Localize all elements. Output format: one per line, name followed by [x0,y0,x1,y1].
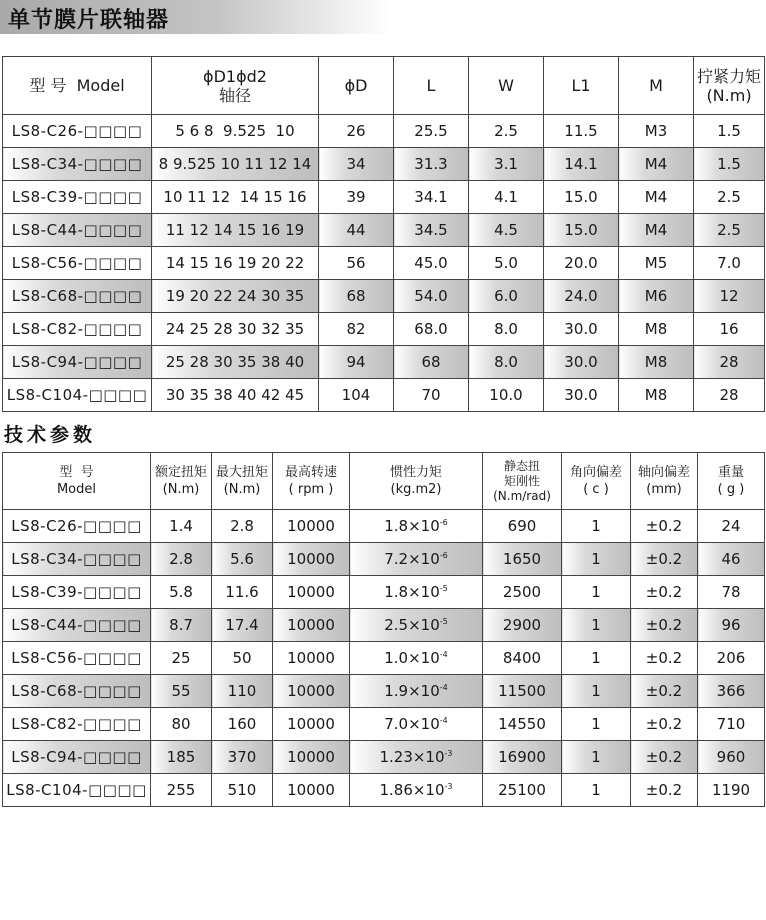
axial-misalignment-cell: ±0.2 [631,609,698,642]
model-cell: LS8-C39-□□□□ [3,576,151,609]
length-cell: 34.1 [394,181,469,214]
header-weight: 重量 ( g ) [698,453,765,510]
table-row [3,543,765,576]
inertia-mantissa: 1.23×10 [379,748,445,766]
model-cell: LS8-C39-□□□□ [3,181,152,214]
width-cell: 3.1 [469,148,544,181]
weight-cell: 78 [698,576,765,609]
model-cell: LS8-C82-□□□□ [3,708,151,741]
static-stiffness-cell: 690 [483,510,562,543]
max-torque-cell: 50 [212,642,273,675]
axial-misalignment-cell: ±0.2 [631,774,698,807]
table-row [3,774,765,807]
header-max-speed: 最高转速 ( rpm ) [273,453,350,510]
tightening-torque-cell: 7.0 [694,247,765,280]
model-cell: LS8-C82-□□□□ [3,313,152,346]
l1-cell: 30.0 [544,313,619,346]
rated-torque-cell: 80 [151,708,212,741]
inertia-cell [350,741,483,774]
axial-misalignment-cell: ±0.2 [631,576,698,609]
l1-cell: 15.0 [544,181,619,214]
axial-misalignment-cell: ±0.2 [631,543,698,576]
length-cell: 45.0 [394,247,469,280]
angular-misalignment-cell: 1 [562,675,631,708]
max-speed-cell: 10000 [273,642,350,675]
bore-cell: 30 35 38 40 42 45 [152,379,319,412]
inertia-mantissa: 7.0×10 [384,715,440,733]
screw-cell: M4 [619,148,694,181]
rated-torque-cell: 1.4 [151,510,212,543]
outer-diameter-cell: 104 [319,379,394,412]
l1-cell: 30.0 [544,346,619,379]
max-speed-cell: 10000 [273,708,350,741]
weight-cell: 46 [698,543,765,576]
angular-misalignment-cell: 1 [562,543,631,576]
length-cell: 34.5 [394,214,469,247]
angular-misalignment-cell: 1 [562,708,631,741]
width-cell: 8.0 [469,346,544,379]
table-row [3,741,765,774]
l1-cell: 14.1 [544,148,619,181]
header-angular-misalignment: 角向偏差 ( c ) [562,453,631,510]
max-speed-cell: 10000 [273,510,350,543]
inertia-exponent: -4 [439,683,448,692]
rated-torque-cell: 55 [151,675,212,708]
inertia-mantissa: 1.9×10 [384,682,440,700]
max-torque-cell: 160 [212,708,273,741]
width-cell: 5.0 [469,247,544,280]
max-torque-cell: 2.8 [212,510,273,543]
inertia-cell [350,543,483,576]
model-cell: LS8-C56-□□□□ [3,642,151,675]
header-inertia: 惯性力矩 (kg.m2) [350,453,483,510]
model-cell: LS8-C34-□□□□ [3,148,152,181]
table-row [3,148,765,181]
model-cell: LS8-C26-□□□□ [3,510,151,543]
table-row [3,510,765,543]
static-stiffness-cell: 2500 [483,576,562,609]
header-max-torque: 最大扭矩 (N.m) [212,453,273,510]
inertia-exponent: -4 [439,650,448,659]
bore-cell: 11 12 14 15 16 19 [152,214,319,247]
inertia-mantissa: 1.86×10 [379,781,445,799]
width-cell: 2.5 [469,115,544,148]
screw-cell: M8 [619,313,694,346]
bore-cell: 8 9.525 10 11 12 14 [152,148,319,181]
length-cell: 31.3 [394,148,469,181]
table-row [3,576,765,609]
rated-torque-cell: 255 [151,774,212,807]
max-speed-cell: 10000 [273,543,350,576]
inertia-mantissa: 2.5×10 [384,616,440,634]
params-header-row [3,453,765,510]
table-row [3,708,765,741]
max-speed-cell: 10000 [273,741,350,774]
inertia-exponent: -5 [439,584,448,593]
table-row [3,214,765,247]
screw-cell: M8 [619,346,694,379]
axial-misalignment-cell: ±0.2 [631,642,698,675]
static-stiffness-cell: 1650 [483,543,562,576]
width-cell: 4.5 [469,214,544,247]
weight-cell: 24 [698,510,765,543]
axial-misalignment-cell: ±0.2 [631,675,698,708]
angular-misalignment-cell: 1 [562,576,631,609]
l1-cell: 20.0 [544,247,619,280]
model-cell: LS8-C104-□□□□ [3,379,152,412]
outer-diameter-cell: 56 [319,247,394,280]
inertia-exponent: -6 [439,518,448,527]
table-row [3,642,765,675]
page-title: 单节膜片联轴器 [8,8,170,33]
static-stiffness-cell: 8400 [483,642,562,675]
inertia-cell [350,642,483,675]
angular-misalignment-cell: 1 [562,774,631,807]
length-cell: 68.0 [394,313,469,346]
model-cell: LS8-C68-□□□□ [3,675,151,708]
header-l: L [394,57,469,115]
rated-torque-cell: 2.8 [151,543,212,576]
max-speed-cell: 10000 [273,675,350,708]
bore-cell: 19 20 22 24 30 35 [152,280,319,313]
width-cell: 8.0 [469,313,544,346]
max-speed-cell: 10000 [273,774,350,807]
l1-cell: 30.0 [544,379,619,412]
rated-torque-cell: 8.7 [151,609,212,642]
length-cell: 68 [394,346,469,379]
header-axial-misalignment: 轴向偏差 (mm) [631,453,698,510]
width-cell: 6.0 [469,280,544,313]
model-cell: LS8-C94-□□□□ [3,741,151,774]
table-row [3,346,765,379]
angular-misalignment-cell: 1 [562,741,631,774]
tightening-torque-cell: 2.5 [694,181,765,214]
screw-cell: M5 [619,247,694,280]
section-title-technical-params: 技术参数 [4,424,97,446]
table-row [3,675,765,708]
tightening-torque-cell: 16 [694,313,765,346]
static-stiffness-cell: 25100 [483,774,562,807]
outer-diameter-cell: 34 [319,148,394,181]
inertia-mantissa: 1.8×10 [384,583,440,601]
inertia-exponent: -6 [439,551,448,560]
inertia-cell [350,774,483,807]
outer-diameter-cell: 39 [319,181,394,214]
static-stiffness-cell: 14550 [483,708,562,741]
header-m: M [619,57,694,115]
outer-diameter-cell: 68 [319,280,394,313]
angular-misalignment-cell: 1 [562,642,631,675]
axial-misalignment-cell: ±0.2 [631,708,698,741]
model-cell: LS8-C94-□□□□ [3,346,152,379]
tightening-torque-cell: 2.5 [694,214,765,247]
rated-torque-cell: 5.8 [151,576,212,609]
header-model: 型 号 Model [3,453,151,510]
header-model: 型 号 Model [3,57,152,115]
title-banner [0,0,390,34]
header-rated-torque: 额定扭矩 (N.m) [151,453,212,510]
max-torque-cell: 11.6 [212,576,273,609]
table-row [3,247,765,280]
length-cell: 54.0 [394,280,469,313]
tightening-torque-cell: 12 [694,280,765,313]
weight-cell: 1190 [698,774,765,807]
inertia-exponent: -3 [444,782,453,791]
header-l1: L1 [544,57,619,115]
max-speed-cell: 10000 [273,576,350,609]
weight-cell: 96 [698,609,765,642]
inertia-cell [350,609,483,642]
weight-cell: 960 [698,741,765,774]
width-cell: 4.1 [469,181,544,214]
static-stiffness-cell: 2900 [483,609,562,642]
model-cell: LS8-C68-□□□□ [3,280,152,313]
bore-cell: 5 6 8 9.525 10 [152,115,319,148]
max-torque-cell: 17.4 [212,609,273,642]
screw-cell: M4 [619,214,694,247]
model-cell: LS8-C34-□□□□ [3,543,151,576]
weight-cell: 710 [698,708,765,741]
table-row [3,115,765,148]
tightening-torque-cell: 28 [694,346,765,379]
screw-cell: M3 [619,115,694,148]
outer-diameter-cell: 82 [319,313,394,346]
header-d: ϕD [319,57,394,115]
table-row [3,609,765,642]
bore-cell: 14 15 16 19 20 22 [152,247,319,280]
model-cell: LS8-C44-□□□□ [3,214,152,247]
outer-diameter-cell: 44 [319,214,394,247]
l1-cell: 11.5 [544,115,619,148]
max-torque-cell: 370 [212,741,273,774]
screw-cell: M4 [619,181,694,214]
width-cell: 10.0 [469,379,544,412]
length-cell: 70 [394,379,469,412]
header-w: W [469,57,544,115]
inertia-mantissa: 1.0×10 [384,649,440,667]
table-row [3,313,765,346]
inertia-exponent: -5 [439,617,448,626]
header-static-stiffness: 静态扭 矩刚性 (N.m/rad) [483,453,562,510]
static-stiffness-cell: 16900 [483,741,562,774]
axial-misalignment-cell: ±0.2 [631,510,698,543]
outer-diameter-cell: 26 [319,115,394,148]
screw-cell: M6 [619,280,694,313]
axial-misalignment-cell: ±0.2 [631,741,698,774]
l1-cell: 15.0 [544,214,619,247]
technical-params-table [2,452,765,807]
tightening-torque-cell: 28 [694,379,765,412]
inertia-mantissa: 7.2×10 [384,550,440,568]
inertia-cell [350,675,483,708]
bore-cell: 10 11 12 14 15 16 [152,181,319,214]
inertia-mantissa: 1.8×10 [384,517,440,535]
max-torque-cell: 510 [212,774,273,807]
screw-cell: M8 [619,379,694,412]
rated-torque-cell: 185 [151,741,212,774]
angular-misalignment-cell: 1 [562,609,631,642]
inertia-exponent: -3 [444,749,453,758]
model-cell: LS8-C104-□□□□ [3,774,151,807]
angular-misalignment-cell: 1 [562,510,631,543]
model-cell: LS8-C26-□□□□ [3,115,152,148]
model-cell: LS8-C44-□□□□ [3,609,151,642]
model-cell: LS8-C56-□□□□ [3,247,152,280]
outer-diameter-cell: 94 [319,346,394,379]
weight-cell: 366 [698,675,765,708]
rated-torque-cell: 25 [151,642,212,675]
bore-cell: 24 25 28 30 32 35 [152,313,319,346]
l1-cell: 24.0 [544,280,619,313]
static-stiffness-cell: 11500 [483,675,562,708]
inertia-cell [350,510,483,543]
table-row [3,379,765,412]
inertia-exponent: -4 [439,716,448,725]
max-speed-cell: 10000 [273,609,350,642]
bore-cell: 25 28 30 35 38 40 [152,346,319,379]
table-row [3,280,765,313]
table-row [3,181,765,214]
max-torque-cell: 110 [212,675,273,708]
inertia-cell [350,708,483,741]
dimension-table [2,56,765,412]
tightening-torque-cell: 1.5 [694,148,765,181]
tightening-torque-cell: 1.5 [694,115,765,148]
header-bore: ϕD1ϕd2 轴径 [152,57,319,115]
inertia-cell [350,576,483,609]
dimension-header-row [3,57,765,115]
max-torque-cell: 5.6 [212,543,273,576]
weight-cell: 206 [698,642,765,675]
length-cell: 25.5 [394,115,469,148]
header-tightening-torque: 拧紧力矩 (N.m) [694,57,765,115]
